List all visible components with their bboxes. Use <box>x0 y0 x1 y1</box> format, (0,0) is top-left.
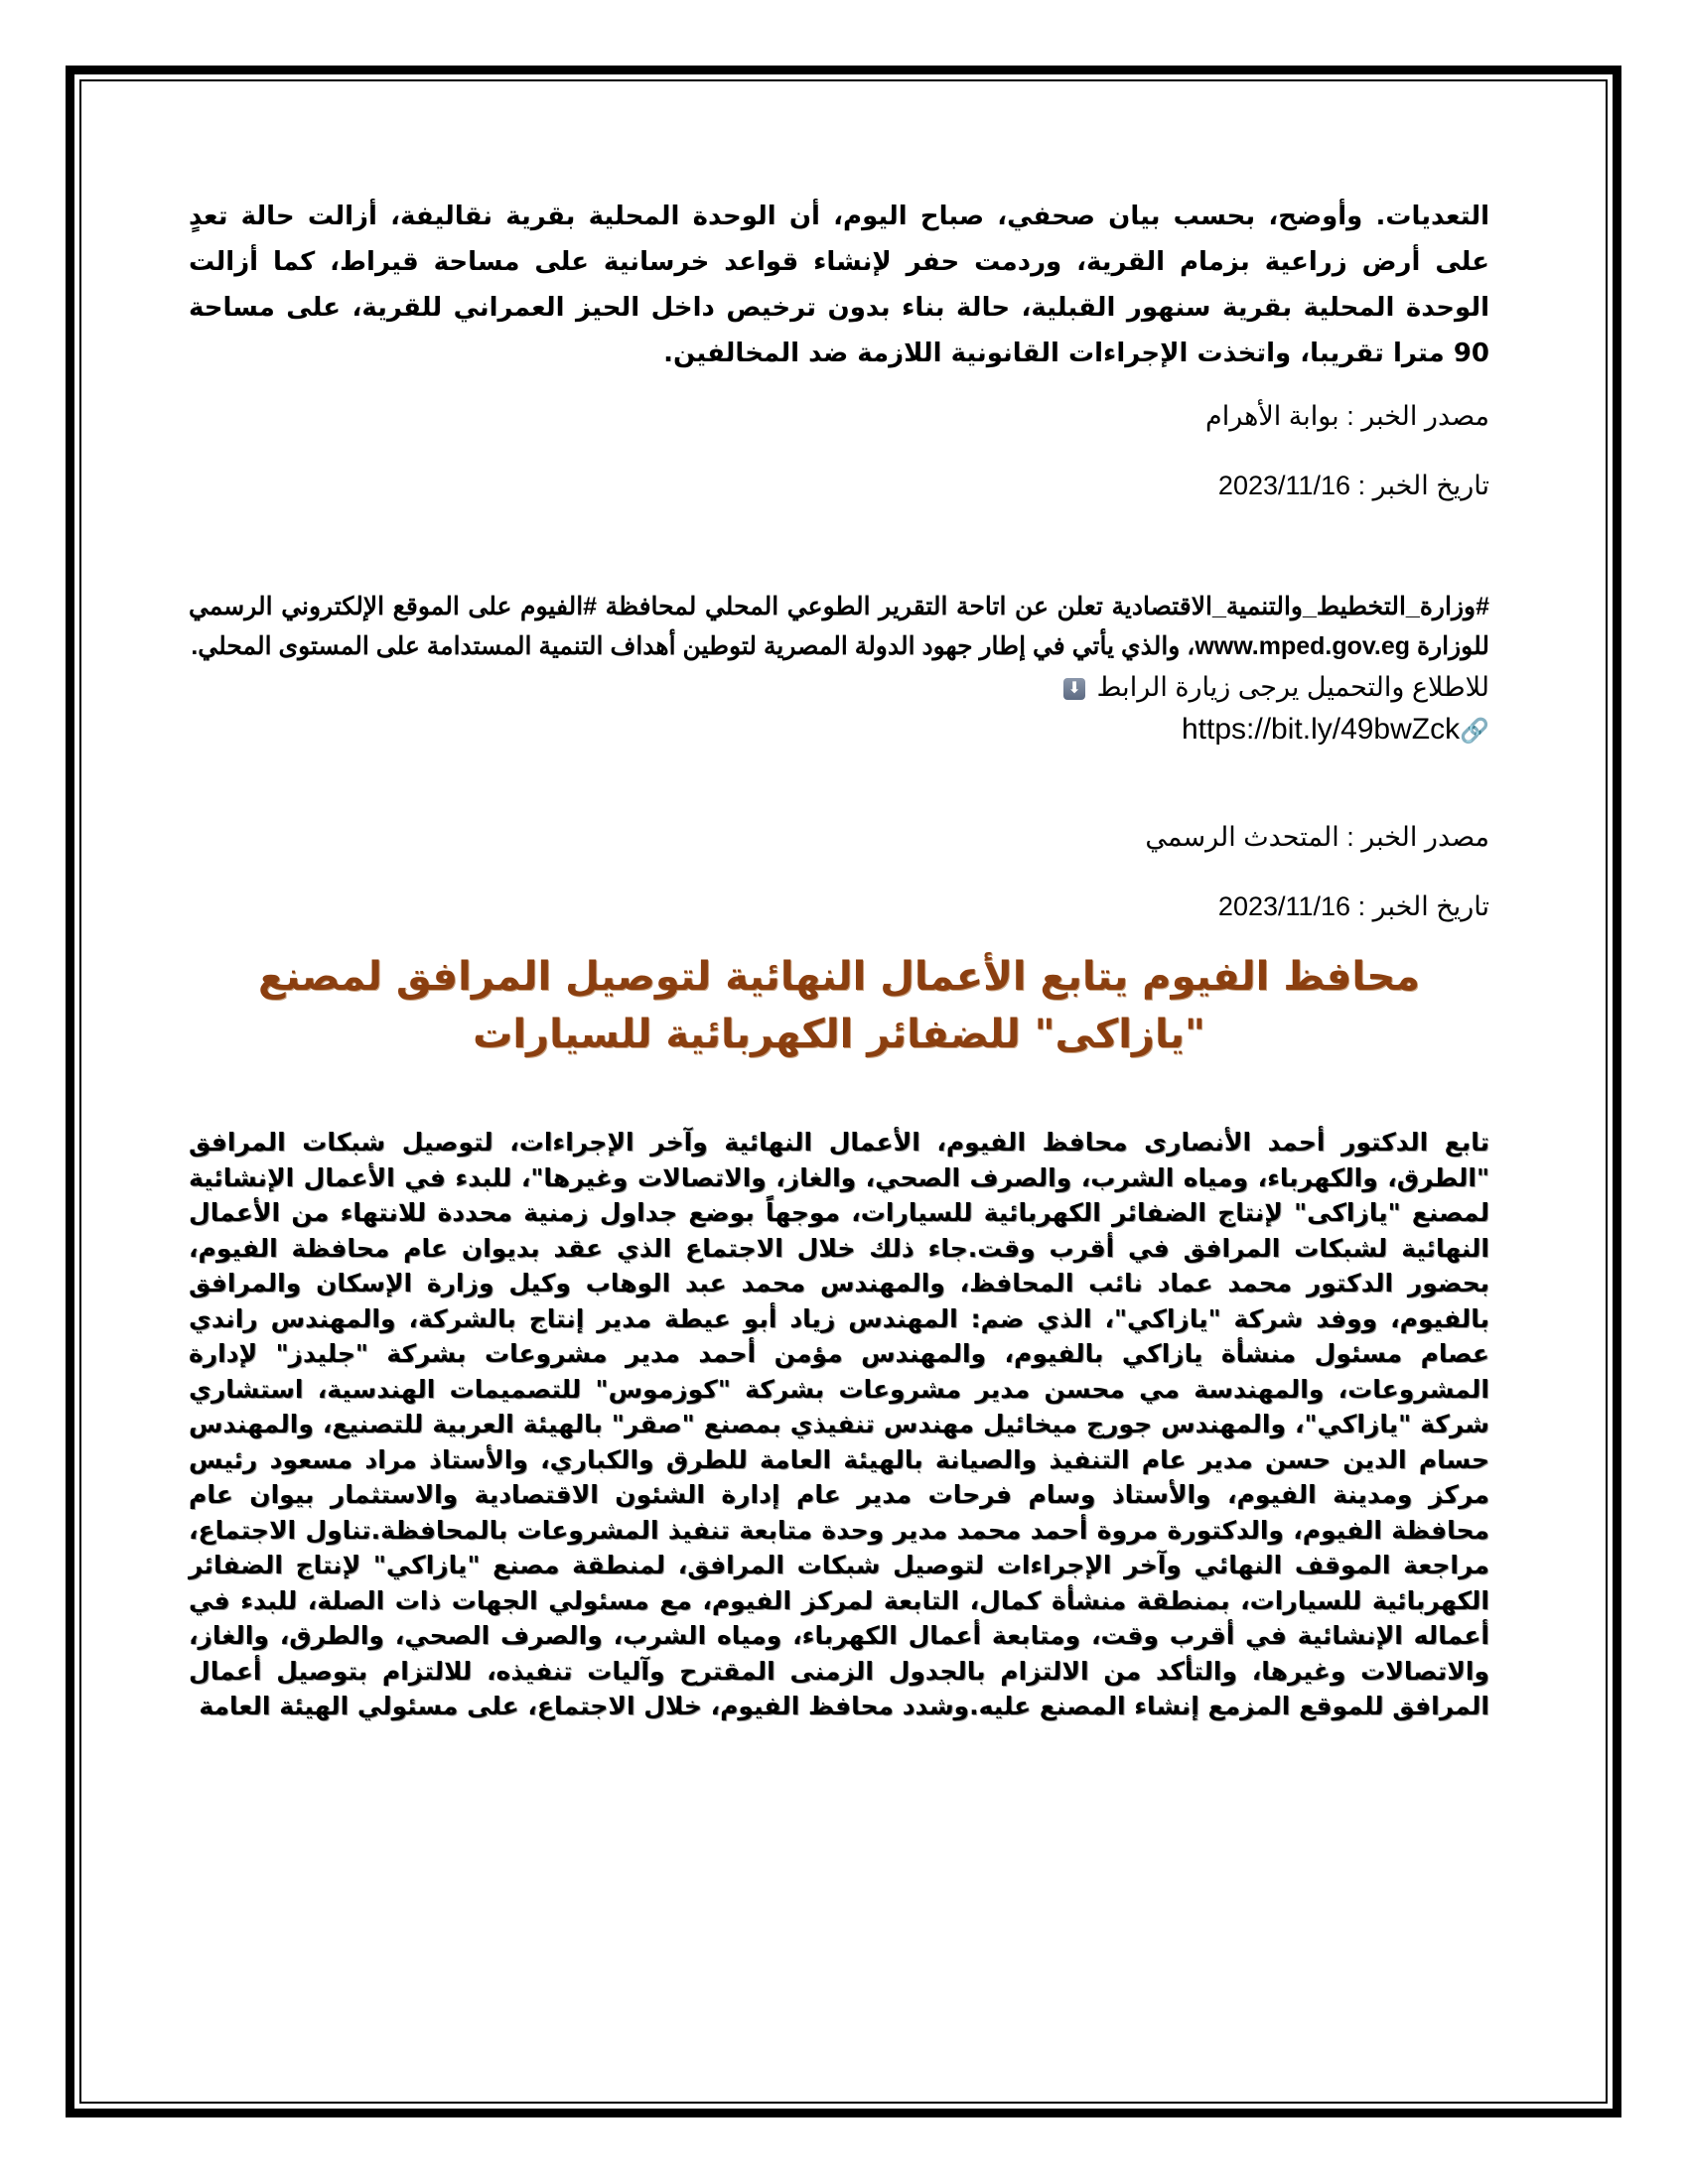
article-2-download-line <box>189 666 1489 708</box>
short-url-link[interactable]: https://bit.ly/49bwZck <box>1182 713 1461 746</box>
article-2-paragraph: #وزارة_التخطيط_والتنمية_الاقتصادية تعلن عن اتاحة التقرير الطوعي المحلي لمحافظة #الفيوم على الموقع الإلكتروني الرسمي للوزارة www.mped.gov.eg، والذي يأتي في إطار جهود الدولة المصرية لتوطين أهداف التنمية المستدامة على المستوى المحلي. <box>189 593 1489 660</box>
article-2-link[interactable] <box>189 708 1489 753</box>
download-text: للاطلاع والتحميل يرجى زيارة الرابط <box>1096 672 1489 702</box>
article-2-date: تاريخ الخبر : 2023/11/16 <box>1217 891 1489 921</box>
article-1-source: مصدر الخبر : بوابة الأهرام <box>1204 401 1489 431</box>
article-1-paragraph: التعديات. وأوضح، بحسب بيان صحفي، صباح اليوم، أن الوحدة المحلية بقرية نقاليفة، أزالت حالة تعدٍ على أرض زراعية بزمام القرية، وردمت حفر لإنشاء قواعد خرسانية على مساحة قيراط، كما أزالت الوحدة المحلية بقرية سنهور القبلية، حالة بناء بدون ترخيص داخل الحيز العمراني للقرية، على مساحة 90 مترا تقريبا، واتخذت الإجراءات القانونية اللازمة ضد المخالفين. <box>189 202 1489 368</box>
link-icon: 🔗 <box>1460 718 1489 745</box>
article-1-date: تاريخ الخبر : 2023/11/16 <box>1217 471 1489 500</box>
download-arrow-icon: ⬇ <box>1063 678 1085 700</box>
article-3-title: محافظ الفيوم يتابع الأعمال النهائية لتوصيل المرافق لمصنع "يازاكى" للضفائر الكهربائية للسيارات <box>258 954 1420 1057</box>
article-2-source: مصدر الخبر : المتحدث الرسمي <box>1145 822 1489 852</box>
document-page <box>189 194 1489 1724</box>
article-1 <box>189 194 1489 505</box>
article-3 <box>189 948 1489 1724</box>
article-3-body: تابع الدكتور أحمد الأنصارى محافظ الفيوم، الأعمال النهائية وآخر الإجراءات، لتوصيل شبكات المرافق "الطرق، والكهرباء، ومياه الشرب، والصرف الصحي، والغاز، والاتصالات وغيرها"، للبدء في الأعمال الإنشائية لمصنع "يازاكى" لإنتاج الضفائر الكهربائية للسيارات، موجهاً بوضع جداول زمنية محددة للانتهاء من الأعمال النهائية لشبكات المرافق في أقرب وقت.جاء ذلك خلال الاجتماع الذي عقد بديوان عام محافظة الفيوم، بحضور الدكتور محمد عماد نائب المحافظ، والمهندس محمد عبد الوهاب وكيل وزارة الإسكان والمرافق بالفيوم، ووفد شركة "يازاكي"، الذي ضم: المهندس زياد أبو عيطة مدير إنتاج بالشركة، والمهندس راندي عصام مسئول منشأة يازاكي بالفيوم، والمهندس مؤمن أحمد مدير مشروعات بشركة "جليدز" لإدارة المشروعات، والمهندسة مي محسن مدير مشروعات بشركة "كوزموس" للتصميمات الهندسية، استشاري شركة "يازاكي"، والمهندس جورج ميخائيل مهندس تنفيذي بمصنع "صقر" بالهيئة العربية للتصنيع، والمهندس حسام الدين حسن مدير عام التنفيذ والصيانة بالهيئة العامة للطرق والكباري، والأستاذ مراد مسعود رئيس مركز ومدينة الفيوم، والأستاذ وسام فرحات مدير عام إدارة الشئون الاقتصادية والاستثمار بيوان عام محافظة الفيوم، والدكتورة مروة أحمد محمد مدير وحدة متابعة تنفيذ المشروعات بالمحافظة.تناول الاجتماع، مراجعة الموقف النهائي وآخر الإجراءات لتوصيل شبكات المرافق، لمنطقة مصنع "يازاكي" لإنتاج الضفائر الكهربائية للسيارات، بمنطقة منشأة كمال، التابعة لمركز الفيوم، مع مسئولي الجهات ذات الصلة، للبدء في أعماله الإنشائية في أقرب وقت، ومتابعة أعمال الكهرباء، ومياه الشرب، والصرف الصحي، والطرق، والغاز، والاتصالات وغيرها، والتأكد من الالتزام بالجدول الزمنى المقترح وآليات تنفيذه، للالتزام بتوصيل أعمال المرافق للموقع المزمع إنشاء المصنع عليه.وشدد محافظ الفيوم، خلال الاجتماع، على مسئولي الهيئة العامة <box>189 1128 1489 1720</box>
article-2 <box>189 587 1489 926</box>
